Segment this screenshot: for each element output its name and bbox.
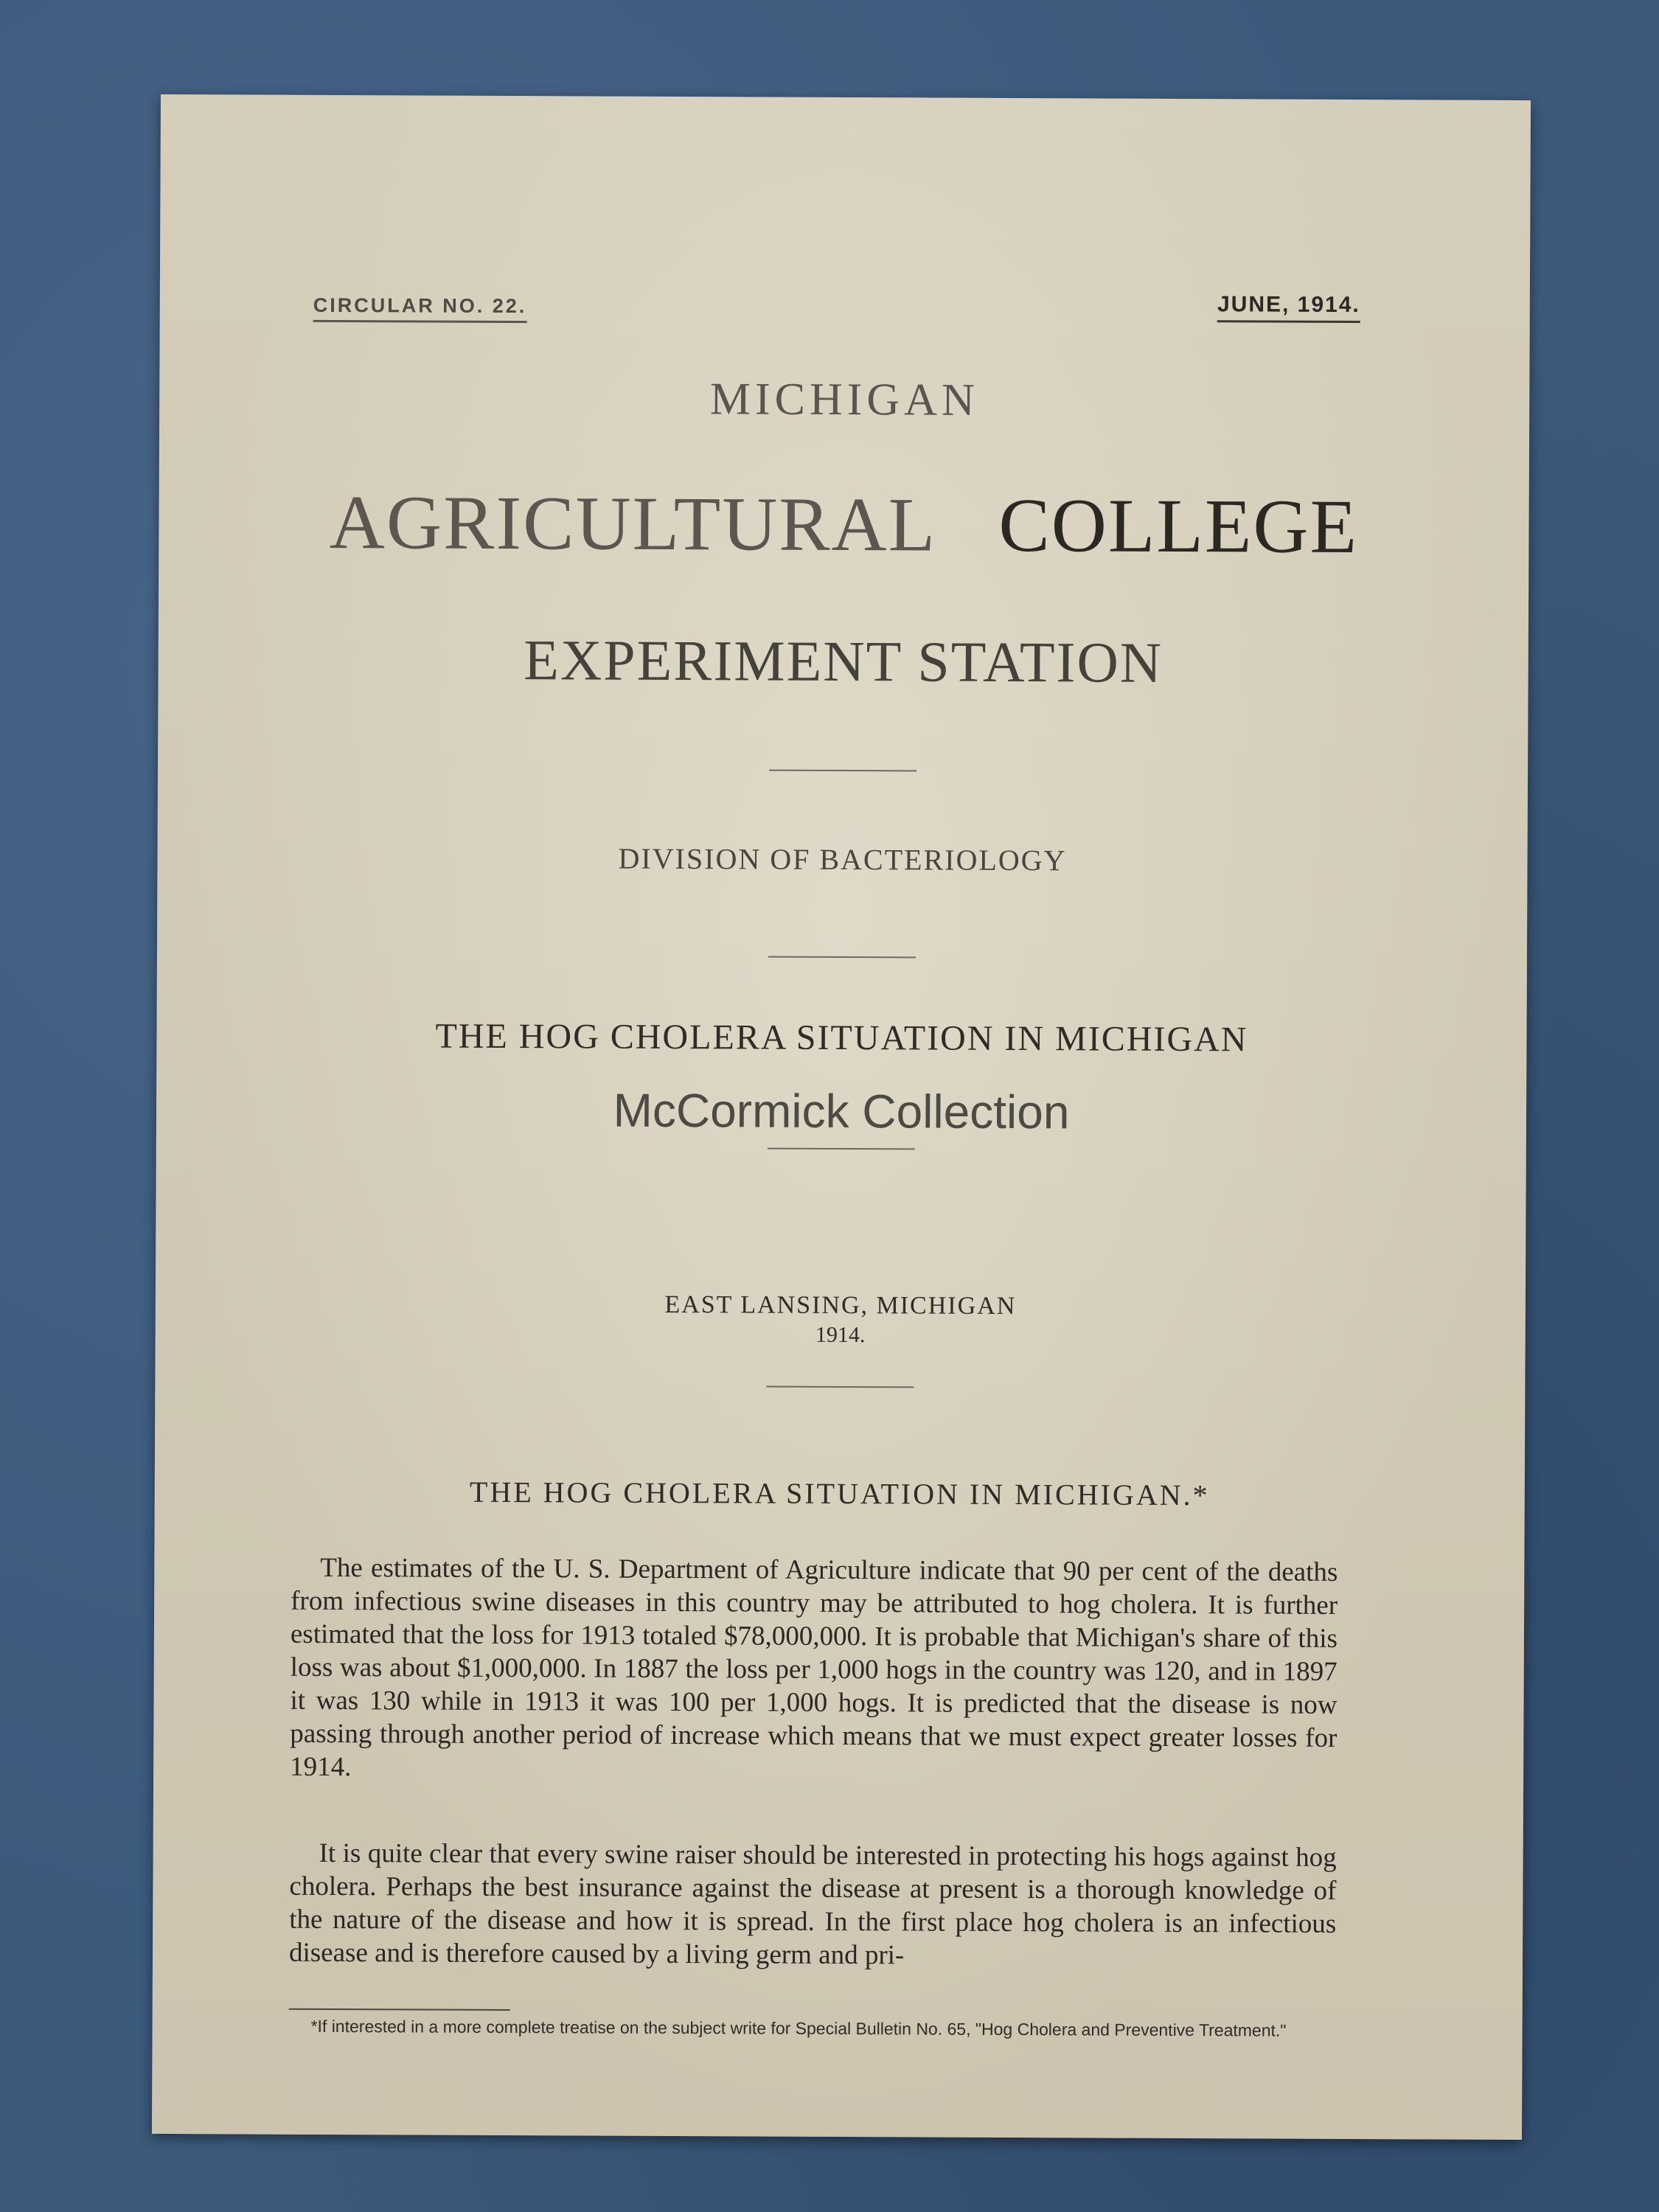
title-experiment-station: EXPERIMENT STATION [524,627,1164,695]
publication-title: THE HOG CHOLERA SITUATION IN MICHIGAN [435,1016,1248,1060]
article-paragraph: It is quite clear that every swine raiser should be interested in protecting his hogs against hog cholera. Perhaps the best insurance against the disease at present is a thorough knowledge of the nature of the disease and how it is spread. In the first place hog cholera is an infectious disease and is therefore caused by a living germ and pri- [288,1837,1337,1971]
circular-number: CIRCULAR NO. 22. [313,294,527,323]
division-heading: DIVISION OF BACTERIOLOGY [618,841,1067,877]
divider-rule [769,770,917,772]
divider-rule [768,1148,915,1150]
imprint-year: 1914. [815,1322,866,1348]
title-word-agricultural: AGRICULTURAL [329,479,934,568]
title-michigan: MICHIGAN [709,374,979,425]
title-word-college: COLLEGE [998,482,1359,570]
imprint-place: EAST LANSING, MICHIGAN [664,1290,1017,1321]
title-agricultural-college [159,478,1529,571]
divider-rule [766,1386,914,1388]
circular-page [152,94,1531,2140]
publication-date: JUNE, 1914. [1217,292,1360,323]
article-paragraph: The estimates of the U. S. Department of Agriculture indicate that 90 per cent of the deaths from infectious swine diseases in this country may be attributed to hog cholera. It is further estimated that the loss for 1913 totaled $78,000,000. It is probable that Michigan's share of this loss was about $1,000,000. In 1887 the loss per 1,000 hogs in the country was 120, and in 1897 it was 130 while in 1913 it was 100 per 1,000 hogs. It is predicted that the disease is now passing through another period of increase which means that we must expect greater losses for 1914. [290,1552,1338,1783]
divider-rule [768,956,916,959]
footnote: *If interested in a more complete treatise on the subject write for Special Bulletin No. 65, "Hog Cholera and Preventive Treatment." [310,2016,1287,2040]
collection-watermark: McCormick Collection [613,1083,1070,1139]
article-title: THE HOG CHOLERA SITUATION IN MICHIGAN.* [469,1475,1210,1512]
footnote-rule [289,2008,510,2011]
